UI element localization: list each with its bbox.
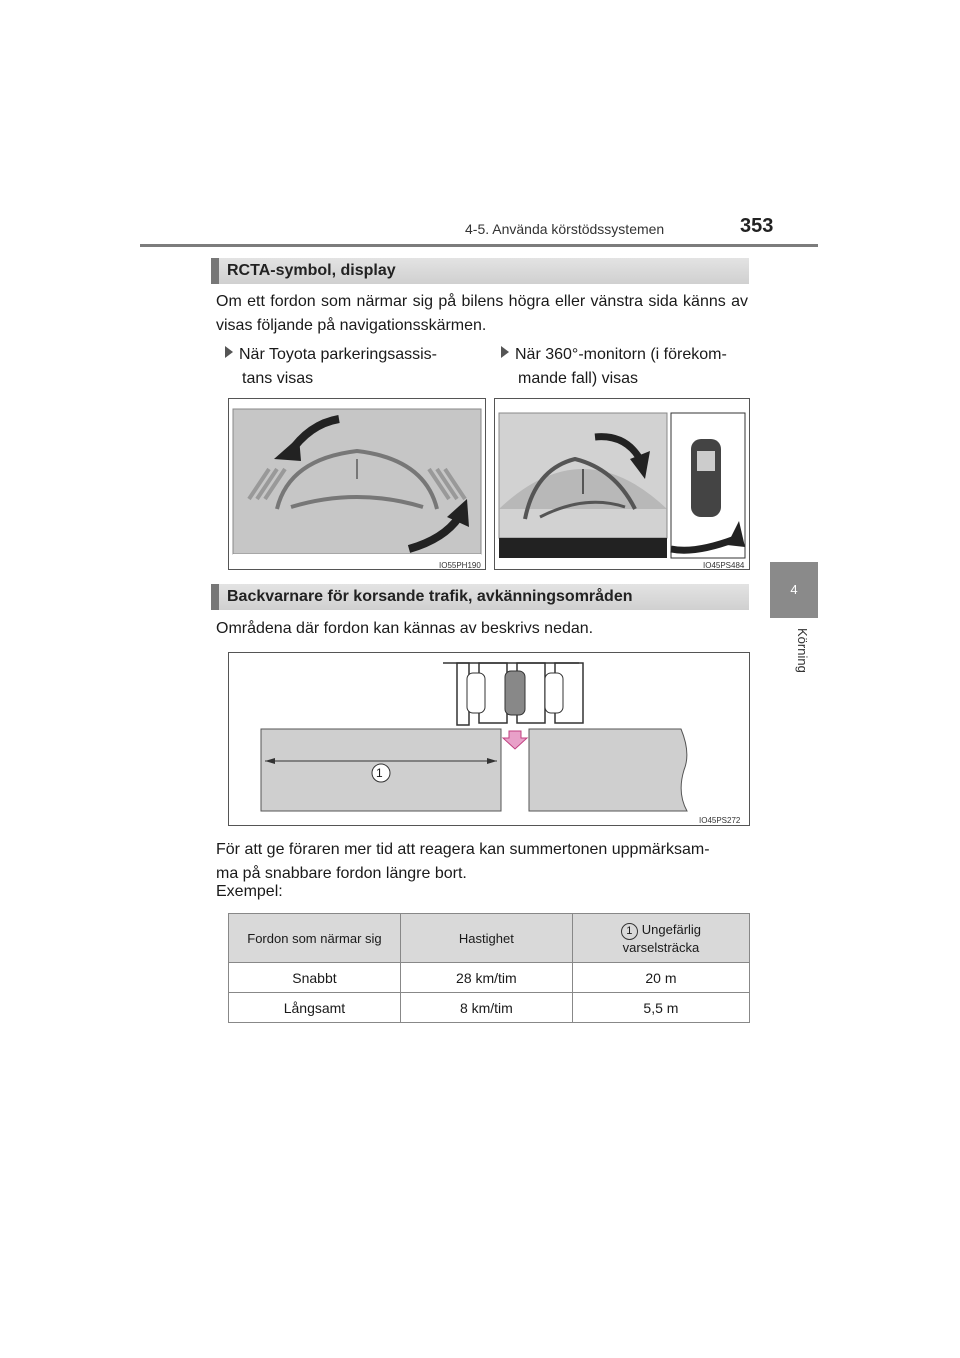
figure-detection-areas	[228, 652, 750, 826]
table-cell: Snabbt	[229, 963, 401, 993]
header-text: varselsträcka	[622, 939, 700, 955]
bullet-triangle-icon	[225, 346, 233, 358]
bullet-triangle-icon	[501, 346, 509, 358]
figure-code: IO55PH190	[439, 561, 481, 570]
table-cell: 8 km/tim	[400, 993, 572, 1023]
header-text: Ungefärlig	[641, 921, 702, 937]
chapter-tab-label: Körning	[795, 628, 810, 673]
parking-assist-illustration	[229, 399, 485, 569]
bullet-parking-assist	[225, 343, 465, 391]
section-heading-detection-areas: Backvarnare för korsande trafik, avkänningsområden	[211, 584, 749, 610]
header-rule	[140, 244, 818, 247]
chapter-tab: 4	[770, 562, 818, 618]
bullet-text: När 360°-monitorn (i förekom-	[515, 346, 727, 363]
figure-360-monitor-display	[494, 398, 750, 570]
page-number: 353	[740, 215, 774, 237]
table-cell: 20 m	[572, 963, 749, 993]
figure-code: IO45PS272	[699, 816, 741, 825]
section-intro-detection-areas: Områdena där fordon kan kännas av beskrivs nedan.	[216, 620, 594, 637]
monitor-360-illustration	[495, 399, 749, 569]
table-row	[229, 993, 750, 1023]
example-table	[228, 913, 750, 1023]
section-intro-rcta: Om ett fordon som närmar sig på bilens högra eller vänstra sida känns av visas följande på navigationsskärmen.	[216, 293, 748, 334]
paragraph-line: ma på snabbare fordon längre bort.	[216, 865, 467, 882]
table-header-cell: Hastighet	[400, 914, 572, 963]
figure-code: IO45PS484	[703, 561, 745, 570]
table-cell: 28 km/tim	[400, 963, 572, 993]
table-cell: 5,5 m	[572, 993, 749, 1023]
table-header-row	[229, 914, 750, 963]
bullet-text: När Toyota parkeringsassis-	[239, 346, 438, 363]
chapter-section-title: 4-5. Använda körstödssystemen	[465, 221, 665, 237]
detection-areas-illustration	[229, 653, 749, 825]
table-cell: Långsamt	[229, 993, 401, 1023]
section-heading-rcta: RCTA-symbol, display	[211, 258, 749, 284]
paragraph-line: För att ge föraren mer tid att reagera kan summertonen uppmärksam-	[216, 841, 710, 858]
bullet-text: mande fall) visas	[518, 370, 639, 387]
marker-circle-icon: 1	[621, 923, 638, 940]
figure-parking-assist-display	[228, 398, 486, 570]
example-label: Exempel:	[216, 883, 283, 900]
table-header-cell	[572, 914, 749, 963]
figure-marker: 1	[376, 766, 383, 780]
table-header-cell: Fordon som närmar sig	[229, 914, 401, 963]
bullet-text: tans visas	[242, 370, 314, 387]
bullet-360-monitor	[501, 343, 741, 391]
table-row	[229, 963, 750, 993]
section-paragraph	[216, 838, 748, 886]
